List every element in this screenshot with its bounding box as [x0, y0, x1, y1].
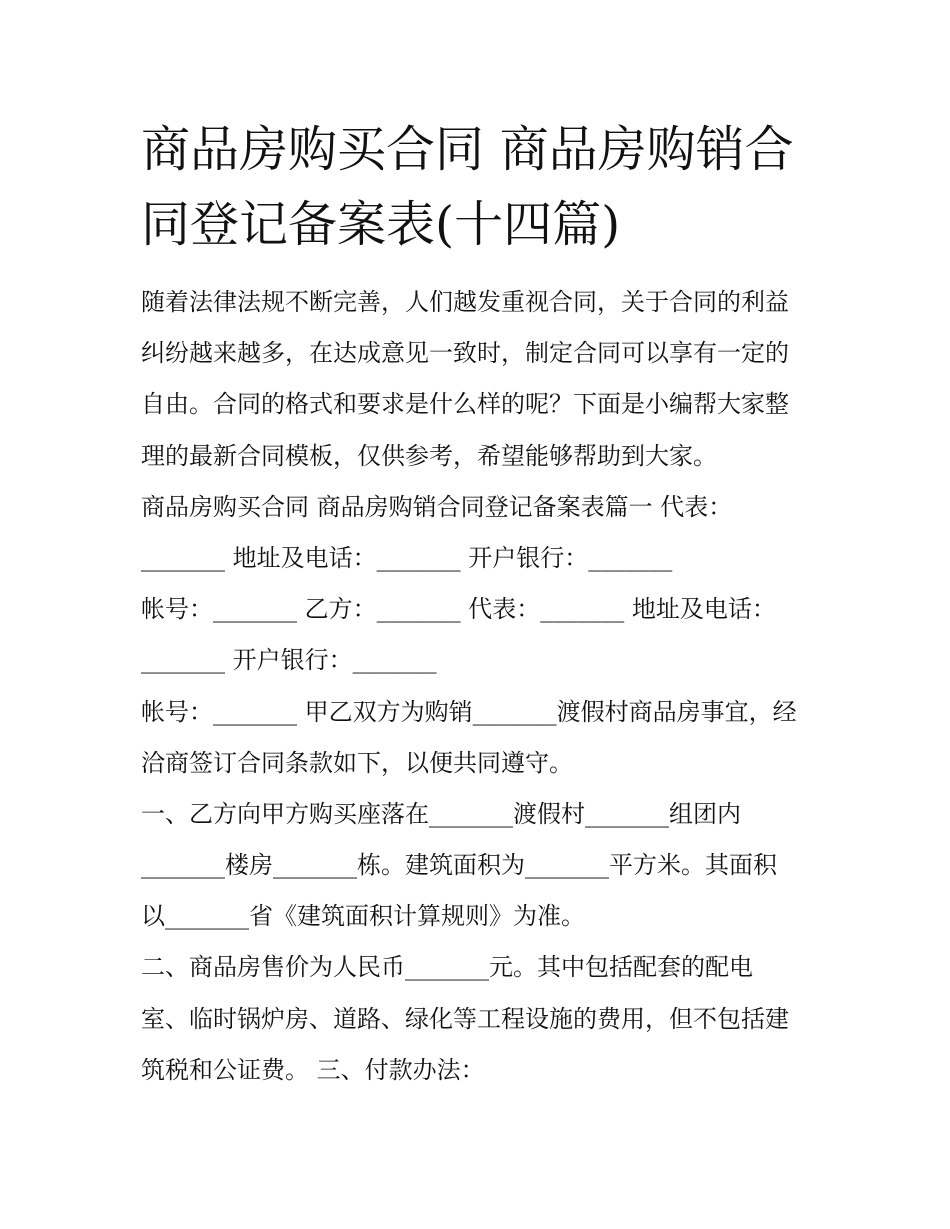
title-line-1: 商品房购买合同 商品房购销合	[141, 121, 794, 178]
intro-line-4: 理的最新合同模板，仅供参考，希望能够帮助到大家。	[141, 441, 717, 470]
clause-2-line-2: 室、临时锅炉房、道路、绿化等工程设施的费用，但不包括建	[141, 1004, 789, 1033]
party-b-fields-line-3: _______ 开户银行：_______	[141, 646, 437, 675]
party-a-fields-line-1: _______ 地址及电话：_______ 开户银行：_______	[141, 543, 673, 572]
clause-1-line-3: 以_______省《建筑面积计算规则》为准。	[141, 902, 585, 931]
party-fields-line-2: 帐号：_______ 乙方：_______ 代表：_______ 地址及电话：	[141, 595, 776, 624]
intro-line-2: 纠纷越来越多，在达成意见一致时，制定合同可以享有一定的	[141, 339, 789, 368]
agreement-line-1: 帐号：_______ 甲乙双方为购销_______渡假村商品房事宜，经	[141, 697, 797, 726]
clause-1-line-2: _______楼房_______栋。建筑面积为_______平方米。其面积	[141, 851, 777, 880]
document-body	[141, 277, 821, 1096]
document-title	[141, 112, 821, 262]
title-line-2: 同登记备案表(十四篇)	[141, 196, 621, 253]
section-heading-line: 商品房购买合同 商品房购销合同登记备案表篇一 代表：	[141, 492, 733, 521]
clause-2-line-1: 二、商品房售价为人民币_______元。其中包括配套的配电	[141, 953, 753, 982]
clause-1-line-1: 一、乙方向甲方购买座落在_______渡假村_______组团内	[141, 799, 741, 828]
clause-2-line-3: 筑税和公证费。 三、付款办法：	[141, 1055, 485, 1084]
intro-line-3: 自由。合同的格式和要求是什么样的呢？下面是小编帮大家整	[141, 390, 789, 419]
agreement-line-2: 洽商签订合同条款如下，以便共同遵守。	[141, 748, 573, 777]
intro-line-1: 随着法律法规不断完善，人们越发重视合同，关于合同的利益	[141, 288, 789, 316]
